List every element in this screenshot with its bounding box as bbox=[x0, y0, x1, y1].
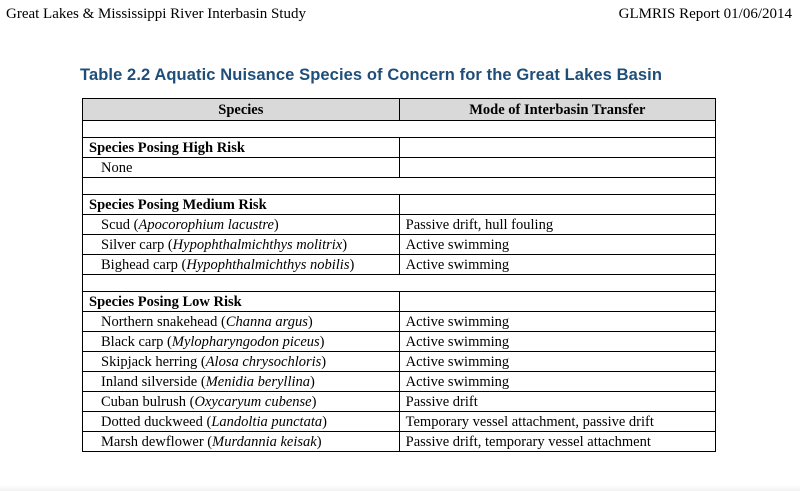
species-cell: Scud (Apocorophium lacustre) bbox=[83, 215, 400, 235]
group-row-high bbox=[83, 138, 716, 158]
report-header-left: Great Lakes & Mississippi River Interbasin Study bbox=[6, 6, 306, 22]
mode-cell: Active swimming bbox=[399, 312, 715, 332]
mode-cell: Active swimming bbox=[399, 235, 715, 255]
table-title: Table 2.2 Aquatic Nuisance Species of Concern for the Great Lakes Basin bbox=[80, 66, 663, 84]
species-table bbox=[82, 98, 716, 452]
table-row bbox=[83, 312, 716, 332]
table-row bbox=[83, 432, 716, 452]
spacer-row bbox=[83, 121, 716, 138]
table-row bbox=[83, 392, 716, 412]
table-header-row bbox=[83, 99, 716, 121]
species-cell: None bbox=[83, 158, 400, 178]
mode-cell: Active swimming bbox=[399, 255, 715, 275]
species-cell: Cuban bulrush (Oxycaryum cubense) bbox=[83, 392, 400, 412]
spacer-row bbox=[83, 275, 716, 292]
table-row bbox=[83, 255, 716, 275]
group-label-high: Species Posing High Risk bbox=[83, 138, 400, 158]
mode-cell: Passive drift bbox=[399, 392, 715, 412]
species-cell: Bighead carp (Hypophthalmichthys nobilis) bbox=[83, 255, 400, 275]
table-row bbox=[83, 412, 716, 432]
mode-cell: Passive drift, hull fouling bbox=[399, 215, 715, 235]
table-row bbox=[83, 235, 716, 255]
mode-cell: Active swimming bbox=[399, 332, 715, 352]
mode-cell: Temporary vessel attachment, passive drift bbox=[399, 412, 715, 432]
species-cell: Black carp (Mylopharyngodon piceus) bbox=[83, 332, 400, 352]
table-row bbox=[83, 158, 716, 178]
group-row-medium bbox=[83, 195, 716, 215]
mode-cell: Active swimming bbox=[399, 372, 715, 392]
mode-cell: Active swimming bbox=[399, 352, 715, 372]
table-row bbox=[83, 215, 716, 235]
col-header-mode: Mode of Interbasin Transfer bbox=[399, 99, 715, 121]
report-header-right: GLMRIS Report 01/06/2014 bbox=[618, 6, 792, 22]
species-cell: Northern snakehead (Channa argus) bbox=[83, 312, 400, 332]
group-row-low bbox=[83, 292, 716, 312]
table-row bbox=[83, 372, 716, 392]
mode-cell: Passive drift, temporary vessel attachment bbox=[399, 432, 715, 452]
species-cell: Skipjack herring (Alosa chrysochloris) bbox=[83, 352, 400, 372]
table-row bbox=[83, 352, 716, 372]
species-cell: Silver carp (Hypophthalmichthys molitrix) bbox=[83, 235, 400, 255]
species-cell: Marsh dewflower (Murdannia keisak) bbox=[83, 432, 400, 452]
table-row bbox=[83, 332, 716, 352]
page-bottom-edge bbox=[0, 485, 800, 491]
species-cell: Inland silverside (Menidia beryllina) bbox=[83, 372, 400, 392]
col-header-species: Species bbox=[83, 99, 400, 121]
group-label-low: Species Posing Low Risk bbox=[83, 292, 400, 312]
spacer-row bbox=[83, 178, 716, 195]
group-label-medium: Species Posing Medium Risk bbox=[83, 195, 400, 215]
species-cell: Dotted duckweed (Landoltia punctata) bbox=[83, 412, 400, 432]
